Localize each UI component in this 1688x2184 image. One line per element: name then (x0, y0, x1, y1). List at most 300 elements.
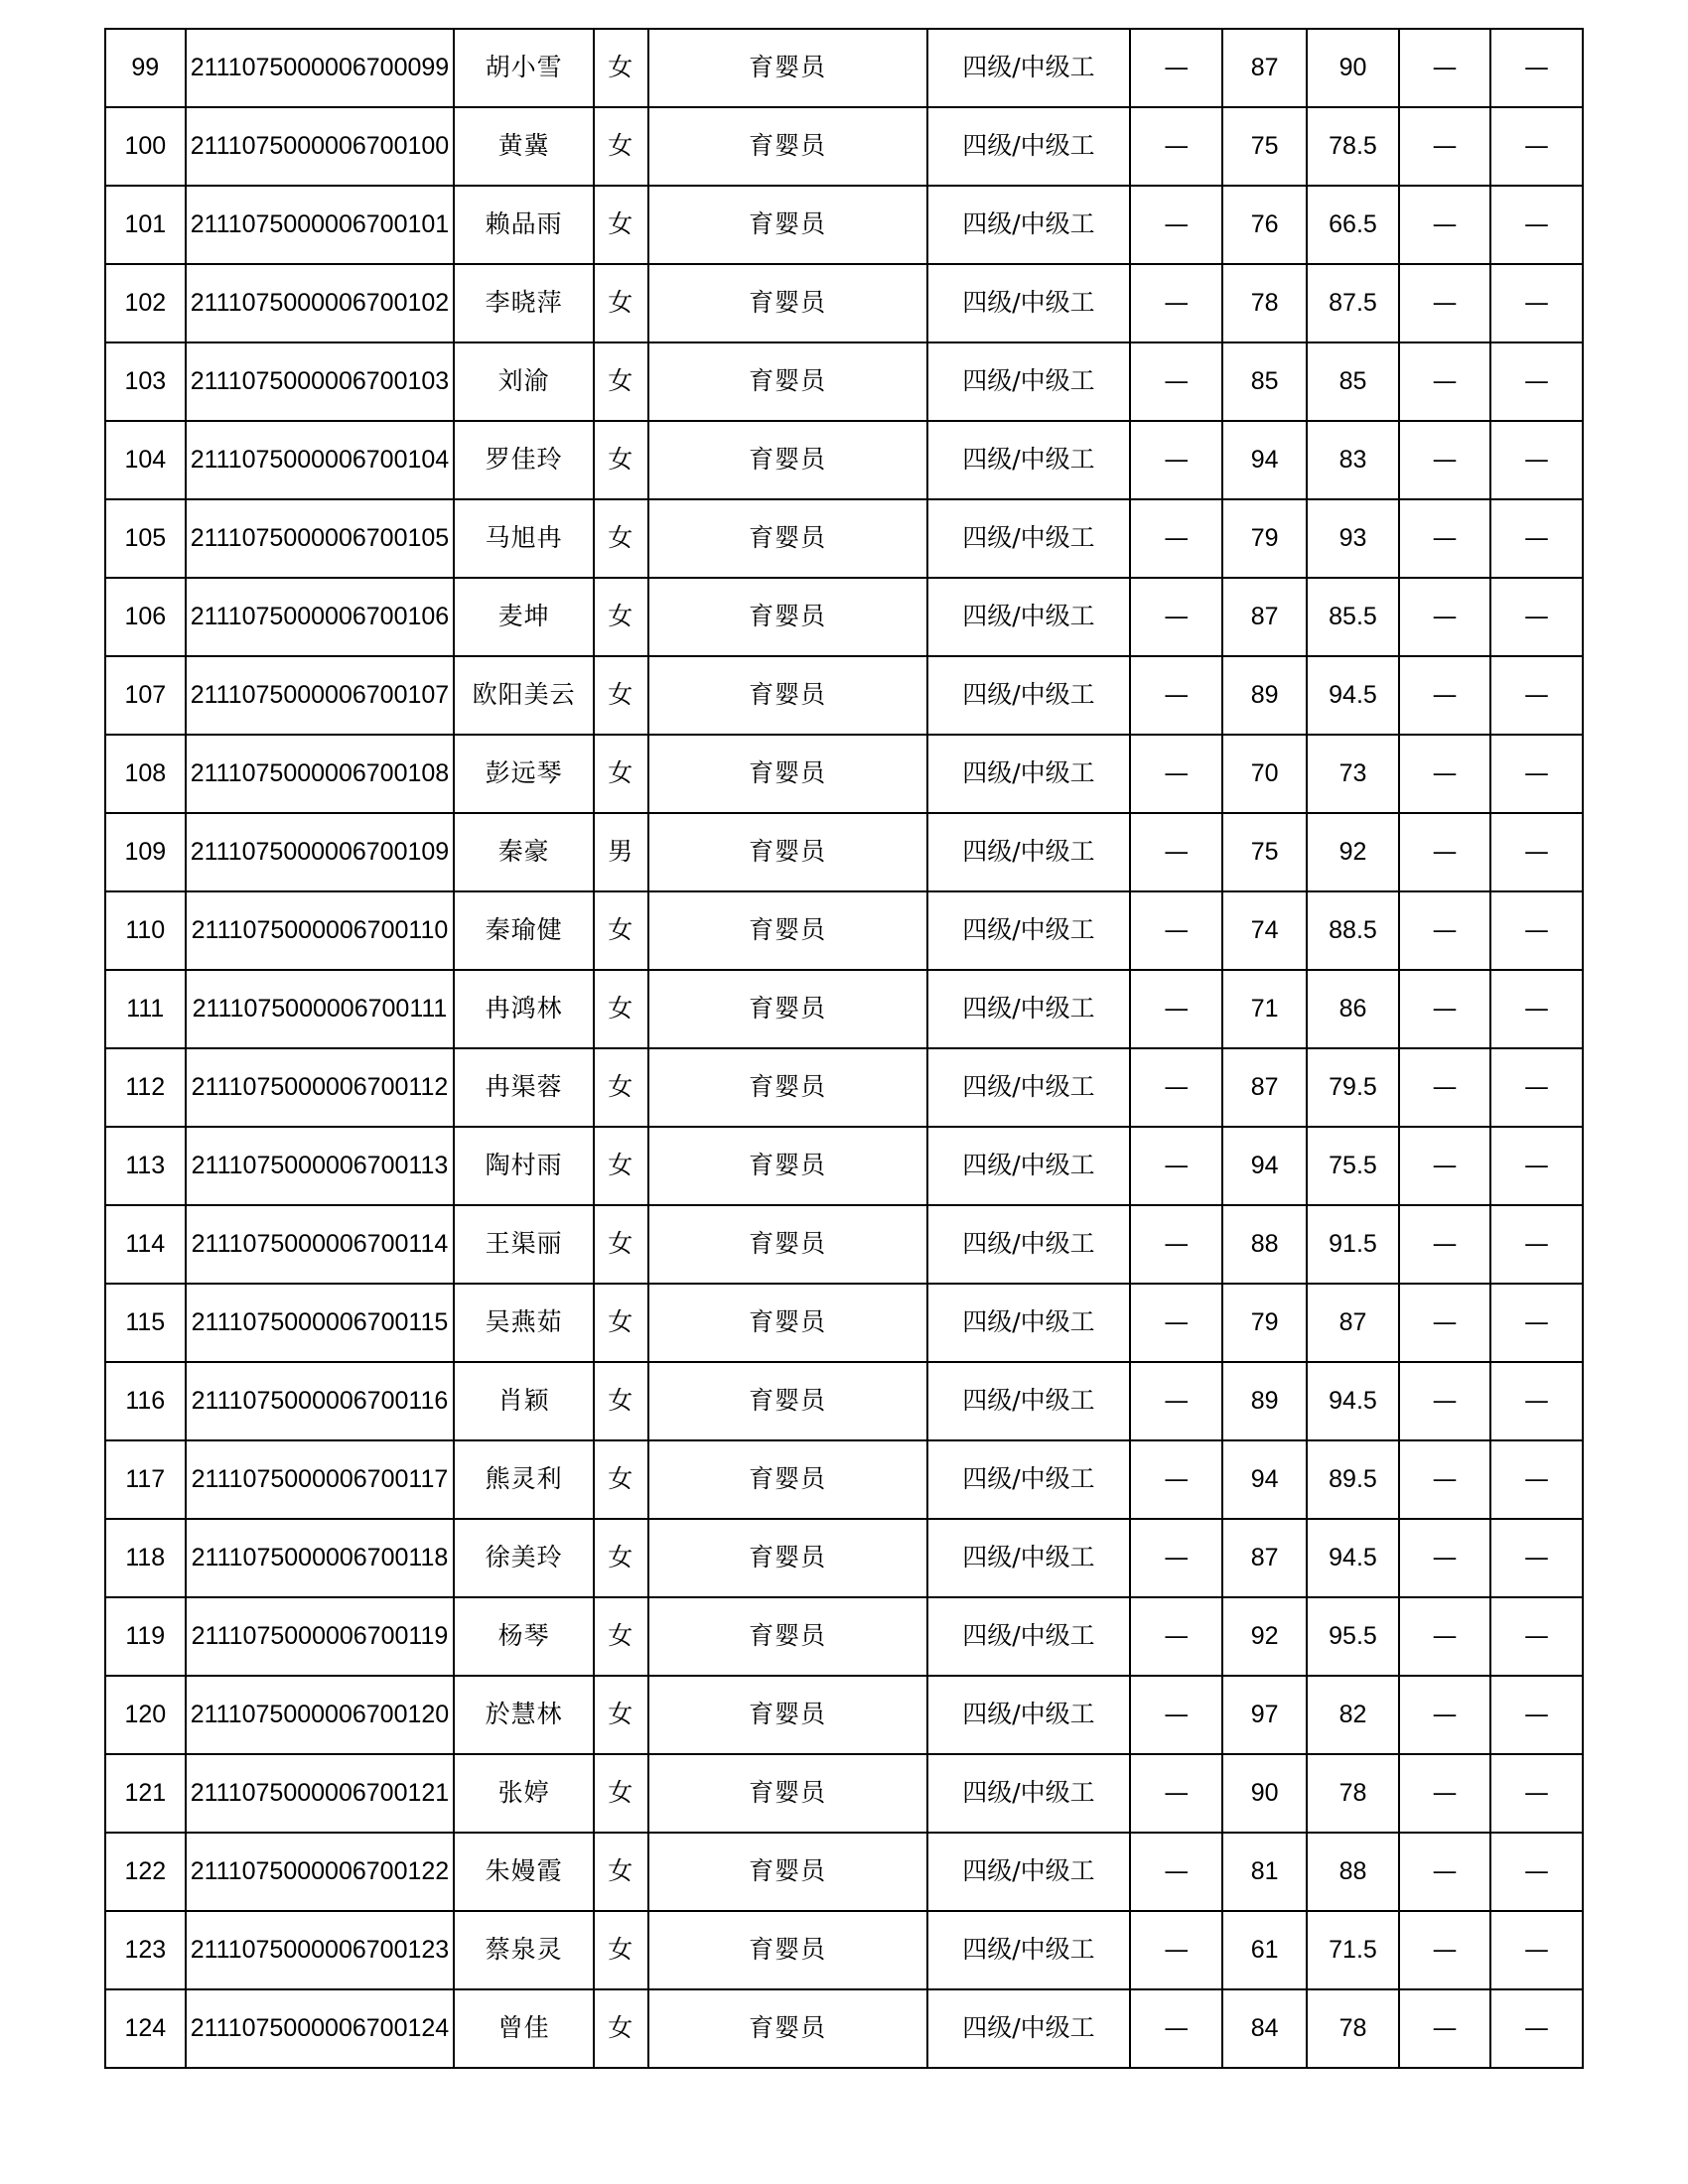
table-row (105, 578, 1583, 656)
extra-two-cell: — (1490, 1048, 1583, 1127)
candidate-name-cell: 熊灵利 (454, 1440, 594, 1519)
extra-two-cell: — (1490, 342, 1583, 421)
extra-one-cell: — (1399, 1676, 1490, 1754)
score-one-cell: 79 (1222, 499, 1307, 578)
score-one-cell: 75 (1222, 107, 1307, 186)
table-row (105, 1048, 1583, 1127)
extra-two-cell: — (1490, 1597, 1583, 1676)
sequence-number-cell: 119 (105, 1597, 186, 1676)
sequence-number-cell: 105 (105, 499, 186, 578)
table-row (105, 1833, 1583, 1911)
score-one-cell: 74 (1222, 891, 1307, 970)
sequence-number-cell: 103 (105, 342, 186, 421)
extra-two-cell: — (1490, 1911, 1583, 1989)
score-two-cell: 95.5 (1307, 1597, 1399, 1676)
score-one-cell: 97 (1222, 1676, 1307, 1754)
table-row (105, 1127, 1583, 1205)
sequence-number-cell: 113 (105, 1127, 186, 1205)
gender-cell: 女 (594, 1833, 648, 1911)
extra-two-cell: — (1490, 970, 1583, 1048)
skill-level-cell: 四级/中级工 (927, 1911, 1131, 1989)
table-row (105, 107, 1583, 186)
roster-body (105, 29, 1583, 2068)
occupation-cell: 育婴员 (648, 1048, 927, 1127)
candidate-name-cell: 冉鸿林 (454, 970, 594, 1048)
sequence-number-cell: 115 (105, 1284, 186, 1362)
score-one-cell: 87 (1222, 29, 1307, 107)
skill-level-cell: 四级/中级工 (927, 970, 1131, 1048)
theory-score-cell: — (1130, 1362, 1222, 1440)
extra-two-cell: — (1490, 29, 1583, 107)
score-one-cell: 84 (1222, 1989, 1307, 2068)
score-two-cell: 85.5 (1307, 578, 1399, 656)
sequence-number-cell: 118 (105, 1519, 186, 1597)
candidate-name-cell: 吴燕茹 (454, 1284, 594, 1362)
occupation-cell: 育婴员 (648, 1911, 927, 1989)
theory-score-cell: — (1130, 1911, 1222, 1989)
skill-level-cell: 四级/中级工 (927, 1362, 1131, 1440)
theory-score-cell: — (1130, 264, 1222, 342)
sequence-number-cell: 109 (105, 813, 186, 891)
gender-cell: 女 (594, 578, 648, 656)
candidate-id-cell: 2111075000006700119 (186, 1597, 455, 1676)
table-row (105, 1284, 1583, 1362)
candidate-name-cell: 肖颖 (454, 1362, 594, 1440)
candidate-name-cell: 刘渝 (454, 342, 594, 421)
extra-two-cell: — (1490, 186, 1583, 264)
table-row (105, 1989, 1583, 2068)
extra-one-cell: — (1399, 1754, 1490, 1833)
occupation-cell: 育婴员 (648, 421, 927, 499)
extra-two-cell: — (1490, 1676, 1583, 1754)
gender-cell: 女 (594, 1284, 648, 1362)
score-two-cell: 92 (1307, 813, 1399, 891)
candidate-id-cell: 2111075000006700099 (186, 29, 455, 107)
occupation-cell: 育婴员 (648, 1205, 927, 1284)
score-two-cell: 71.5 (1307, 1911, 1399, 1989)
theory-score-cell: — (1130, 1048, 1222, 1127)
candidate-name-cell: 於慧林 (454, 1676, 594, 1754)
extra-one-cell: — (1399, 578, 1490, 656)
score-one-cell: 87 (1222, 1048, 1307, 1127)
sequence-number-cell: 117 (105, 1440, 186, 1519)
gender-cell: 女 (594, 1048, 648, 1127)
sequence-number-cell: 102 (105, 264, 186, 342)
extra-one-cell: — (1399, 1519, 1490, 1597)
score-two-cell: 87.5 (1307, 264, 1399, 342)
score-one-cell: 94 (1222, 1127, 1307, 1205)
extra-two-cell: — (1490, 656, 1583, 735)
theory-score-cell: — (1130, 29, 1222, 107)
skill-level-cell: 四级/中级工 (927, 735, 1131, 813)
extra-one-cell: — (1399, 1284, 1490, 1362)
score-two-cell: 88 (1307, 1833, 1399, 1911)
skill-level-cell: 四级/中级工 (927, 342, 1131, 421)
theory-score-cell: — (1130, 186, 1222, 264)
theory-score-cell: — (1130, 813, 1222, 891)
table-row (105, 735, 1583, 813)
table-row (105, 891, 1583, 970)
extra-two-cell: — (1490, 264, 1583, 342)
occupation-cell: 育婴员 (648, 891, 927, 970)
extra-one-cell: — (1399, 891, 1490, 970)
occupation-cell: 育婴员 (648, 1989, 927, 2068)
skill-level-cell: 四级/中级工 (927, 1127, 1131, 1205)
extra-one-cell: — (1399, 264, 1490, 342)
occupation-cell: 育婴员 (648, 264, 927, 342)
gender-cell: 女 (594, 1440, 648, 1519)
table-row (105, 1754, 1583, 1833)
occupation-cell: 育婴员 (648, 1284, 927, 1362)
score-two-cell: 90 (1307, 29, 1399, 107)
candidate-name-cell: 王渠丽 (454, 1205, 594, 1284)
extra-two-cell: — (1490, 107, 1583, 186)
candidate-name-cell: 秦豪 (454, 813, 594, 891)
occupation-cell: 育婴员 (648, 578, 927, 656)
score-one-cell: 79 (1222, 1284, 1307, 1362)
theory-score-cell: — (1130, 891, 1222, 970)
skill-level-cell: 四级/中级工 (927, 1989, 1131, 2068)
extra-two-cell: — (1490, 1205, 1583, 1284)
candidate-name-cell: 罗佳玲 (454, 421, 594, 499)
table-row (105, 186, 1583, 264)
extra-two-cell: — (1490, 1833, 1583, 1911)
table-row (105, 656, 1583, 735)
gender-cell: 女 (594, 1911, 648, 1989)
table-row (105, 813, 1583, 891)
extra-one-cell: — (1399, 1440, 1490, 1519)
extra-two-cell: — (1490, 1754, 1583, 1833)
score-one-cell: 85 (1222, 342, 1307, 421)
candidate-id-cell: 2111075000006700109 (186, 813, 455, 891)
gender-cell: 女 (594, 970, 648, 1048)
theory-score-cell: — (1130, 1284, 1222, 1362)
score-two-cell: 87 (1307, 1284, 1399, 1362)
candidate-name-cell: 欧阳美云 (454, 656, 594, 735)
extra-one-cell: — (1399, 1362, 1490, 1440)
candidate-name-cell: 胡小雪 (454, 29, 594, 107)
occupation-cell: 育婴员 (648, 29, 927, 107)
candidate-id-cell: 2111075000006700113 (186, 1127, 455, 1205)
candidate-name-cell: 蔡泉灵 (454, 1911, 594, 1989)
occupation-cell: 育婴员 (648, 342, 927, 421)
sequence-number-cell: 110 (105, 891, 186, 970)
score-two-cell: 78 (1307, 1989, 1399, 2068)
score-two-cell: 83 (1307, 421, 1399, 499)
sequence-number-cell: 111 (105, 970, 186, 1048)
sequence-number-cell: 124 (105, 1989, 186, 2068)
score-two-cell: 94.5 (1307, 1362, 1399, 1440)
candidate-id-cell: 2111075000006700100 (186, 107, 455, 186)
extra-two-cell: — (1490, 813, 1583, 891)
score-one-cell: 76 (1222, 186, 1307, 264)
extra-one-cell: — (1399, 1127, 1490, 1205)
skill-level-cell: 四级/中级工 (927, 264, 1131, 342)
extra-two-cell: — (1490, 1127, 1583, 1205)
sequence-number-cell: 107 (105, 656, 186, 735)
skill-level-cell: 四级/中级工 (927, 1440, 1131, 1519)
theory-score-cell: — (1130, 656, 1222, 735)
gender-cell: 女 (594, 421, 648, 499)
skill-level-cell: 四级/中级工 (927, 1676, 1131, 1754)
skill-level-cell: 四级/中级工 (927, 1284, 1131, 1362)
sequence-number-cell: 122 (105, 1833, 186, 1911)
sequence-number-cell: 108 (105, 735, 186, 813)
extra-two-cell: — (1490, 1989, 1583, 2068)
score-one-cell: 71 (1222, 970, 1307, 1048)
occupation-cell: 育婴员 (648, 970, 927, 1048)
table-row (105, 342, 1583, 421)
candidate-id-cell: 2111075000006700115 (186, 1284, 455, 1362)
extra-two-cell: — (1490, 1284, 1583, 1362)
occupation-cell: 育婴员 (648, 1362, 927, 1440)
candidate-id-cell: 2111075000006700123 (186, 1911, 455, 1989)
score-two-cell: 86 (1307, 970, 1399, 1048)
extra-two-cell: — (1490, 1440, 1583, 1519)
extra-one-cell: — (1399, 1833, 1490, 1911)
score-one-cell: 88 (1222, 1205, 1307, 1284)
candidate-id-cell: 2111075000006700103 (186, 342, 455, 421)
sequence-number-cell: 121 (105, 1754, 186, 1833)
sequence-number-cell: 114 (105, 1205, 186, 1284)
skill-level-cell: 四级/中级工 (927, 813, 1131, 891)
gender-cell: 女 (594, 891, 648, 970)
sequence-number-cell: 120 (105, 1676, 186, 1754)
candidate-id-cell: 2111075000006700105 (186, 499, 455, 578)
skill-level-cell: 四级/中级工 (927, 107, 1131, 186)
gender-cell: 男 (594, 813, 648, 891)
theory-score-cell: — (1130, 499, 1222, 578)
gender-cell: 女 (594, 1127, 648, 1205)
score-one-cell: 89 (1222, 1362, 1307, 1440)
skill-level-cell: 四级/中级工 (927, 186, 1131, 264)
score-two-cell: 78.5 (1307, 107, 1399, 186)
score-two-cell: 73 (1307, 735, 1399, 813)
extra-two-cell: — (1490, 735, 1583, 813)
table-row (105, 970, 1583, 1048)
candidate-name-cell: 曾佳 (454, 1989, 594, 2068)
gender-cell: 女 (594, 107, 648, 186)
skill-level-cell: 四级/中级工 (927, 1048, 1131, 1127)
sequence-number-cell: 104 (105, 421, 186, 499)
table-row (105, 1676, 1583, 1754)
table-row (105, 499, 1583, 578)
score-one-cell: 70 (1222, 735, 1307, 813)
extra-two-cell: — (1490, 891, 1583, 970)
candidate-id-cell: 2111075000006700120 (186, 1676, 455, 1754)
score-two-cell: 93 (1307, 499, 1399, 578)
theory-score-cell: — (1130, 1440, 1222, 1519)
skill-level-cell: 四级/中级工 (927, 891, 1131, 970)
candidate-id-cell: 2111075000006700124 (186, 1989, 455, 2068)
skill-level-cell: 四级/中级工 (927, 1597, 1131, 1676)
occupation-cell: 育婴员 (648, 656, 927, 735)
extra-one-cell: — (1399, 656, 1490, 735)
extra-one-cell: — (1399, 499, 1490, 578)
table-row (105, 421, 1583, 499)
table-row (105, 1519, 1583, 1597)
theory-score-cell: — (1130, 342, 1222, 421)
theory-score-cell: — (1130, 735, 1222, 813)
skill-level-cell: 四级/中级工 (927, 578, 1131, 656)
gender-cell: 女 (594, 656, 648, 735)
candidate-id-cell: 2111075000006700111 (186, 970, 455, 1048)
gender-cell: 女 (594, 1754, 648, 1833)
candidate-id-cell: 2111075000006700121 (186, 1754, 455, 1833)
occupation-cell: 育婴员 (648, 1440, 927, 1519)
sequence-number-cell: 112 (105, 1048, 186, 1127)
gender-cell: 女 (594, 186, 648, 264)
candidate-name-cell: 徐美玲 (454, 1519, 594, 1597)
candidate-id-cell: 2111075000006700110 (186, 891, 455, 970)
score-one-cell: 81 (1222, 1833, 1307, 1911)
sequence-number-cell: 100 (105, 107, 186, 186)
score-two-cell: 94.5 (1307, 656, 1399, 735)
skill-level-cell: 四级/中级工 (927, 1754, 1131, 1833)
candidate-name-cell: 黄冀 (454, 107, 594, 186)
extra-two-cell: — (1490, 1519, 1583, 1597)
table-row (105, 1597, 1583, 1676)
occupation-cell: 育婴员 (648, 735, 927, 813)
sequence-number-cell: 123 (105, 1911, 186, 1989)
theory-score-cell: — (1130, 1989, 1222, 2068)
skill-level-cell: 四级/中级工 (927, 499, 1131, 578)
extra-one-cell: — (1399, 1597, 1490, 1676)
candidate-id-cell: 2111075000006700118 (186, 1519, 455, 1597)
table-row (105, 1205, 1583, 1284)
sequence-number-cell: 99 (105, 29, 186, 107)
extra-one-cell: — (1399, 29, 1490, 107)
occupation-cell: 育婴员 (648, 1754, 927, 1833)
score-two-cell: 66.5 (1307, 186, 1399, 264)
occupation-cell: 育婴员 (648, 1676, 927, 1754)
score-one-cell: 87 (1222, 578, 1307, 656)
score-one-cell: 92 (1222, 1597, 1307, 1676)
extra-one-cell: — (1399, 1911, 1490, 1989)
theory-score-cell: — (1130, 107, 1222, 186)
gender-cell: 女 (594, 264, 648, 342)
extra-one-cell: — (1399, 735, 1490, 813)
theory-score-cell: — (1130, 1833, 1222, 1911)
candidate-name-cell: 杨琴 (454, 1597, 594, 1676)
table-row (105, 1440, 1583, 1519)
extra-one-cell: — (1399, 970, 1490, 1048)
theory-score-cell: — (1130, 421, 1222, 499)
table-row (105, 264, 1583, 342)
sequence-number-cell: 106 (105, 578, 186, 656)
score-two-cell: 82 (1307, 1676, 1399, 1754)
candidate-name-cell: 陶村雨 (454, 1127, 594, 1205)
candidate-name-cell: 朱嫚霞 (454, 1833, 594, 1911)
gender-cell: 女 (594, 1205, 648, 1284)
candidate-name-cell: 冉渠蓉 (454, 1048, 594, 1127)
candidate-name-cell: 麦坤 (454, 578, 594, 656)
score-two-cell: 85 (1307, 342, 1399, 421)
theory-score-cell: — (1130, 1205, 1222, 1284)
candidate-id-cell: 2111075000006700114 (186, 1205, 455, 1284)
candidate-id-cell: 2111075000006700107 (186, 656, 455, 735)
extra-one-cell: — (1399, 342, 1490, 421)
theory-score-cell: — (1130, 1676, 1222, 1754)
score-one-cell: 61 (1222, 1911, 1307, 1989)
skill-level-cell: 四级/中级工 (927, 421, 1131, 499)
score-two-cell: 91.5 (1307, 1205, 1399, 1284)
theory-score-cell: — (1130, 1754, 1222, 1833)
score-one-cell: 94 (1222, 1440, 1307, 1519)
extra-two-cell: — (1490, 1362, 1583, 1440)
candidate-name-cell: 李晓萍 (454, 264, 594, 342)
extra-one-cell: — (1399, 1989, 1490, 2068)
skill-level-cell: 四级/中级工 (927, 1205, 1131, 1284)
score-one-cell: 90 (1222, 1754, 1307, 1833)
gender-cell: 女 (594, 1989, 648, 2068)
sequence-number-cell: 116 (105, 1362, 186, 1440)
skill-level-cell: 四级/中级工 (927, 1519, 1131, 1597)
score-two-cell: 78 (1307, 1754, 1399, 1833)
candidate-id-cell: 2111075000006700106 (186, 578, 455, 656)
skill-level-cell: 四级/中级工 (927, 29, 1131, 107)
score-two-cell: 94.5 (1307, 1519, 1399, 1597)
gender-cell: 女 (594, 29, 648, 107)
occupation-cell: 育婴员 (648, 813, 927, 891)
theory-score-cell: — (1130, 578, 1222, 656)
table-row (105, 29, 1583, 107)
candidate-name-cell: 秦瑜健 (454, 891, 594, 970)
gender-cell: 女 (594, 1597, 648, 1676)
candidate-roster-table (104, 28, 1584, 2069)
candidate-id-cell: 2111075000006700117 (186, 1440, 455, 1519)
extra-one-cell: — (1399, 421, 1490, 499)
extra-two-cell: — (1490, 578, 1583, 656)
gender-cell: 女 (594, 1362, 648, 1440)
score-two-cell: 88.5 (1307, 891, 1399, 970)
score-one-cell: 89 (1222, 656, 1307, 735)
extra-one-cell: — (1399, 1205, 1490, 1284)
gender-cell: 女 (594, 1676, 648, 1754)
score-one-cell: 78 (1222, 264, 1307, 342)
candidate-id-cell: 2111075000006700101 (186, 186, 455, 264)
gender-cell: 女 (594, 1519, 648, 1597)
extra-one-cell: — (1399, 107, 1490, 186)
occupation-cell: 育婴员 (648, 1833, 927, 1911)
occupation-cell: 育婴员 (648, 107, 927, 186)
candidate-id-cell: 2111075000006700122 (186, 1833, 455, 1911)
extra-one-cell: — (1399, 1048, 1490, 1127)
gender-cell: 女 (594, 499, 648, 578)
occupation-cell: 育婴员 (648, 1519, 927, 1597)
occupation-cell: 育婴员 (648, 499, 927, 578)
score-one-cell: 94 (1222, 421, 1307, 499)
gender-cell: 女 (594, 735, 648, 813)
candidate-name-cell: 彭远琴 (454, 735, 594, 813)
skill-level-cell: 四级/中级工 (927, 1833, 1131, 1911)
score-one-cell: 75 (1222, 813, 1307, 891)
score-two-cell: 75.5 (1307, 1127, 1399, 1205)
candidate-name-cell: 张婷 (454, 1754, 594, 1833)
extra-two-cell: — (1490, 499, 1583, 578)
gender-cell: 女 (594, 342, 648, 421)
candidate-name-cell: 赖品雨 (454, 186, 594, 264)
occupation-cell: 育婴员 (648, 186, 927, 264)
table-row (105, 1362, 1583, 1440)
theory-score-cell: — (1130, 1597, 1222, 1676)
occupation-cell: 育婴员 (648, 1597, 927, 1676)
skill-level-cell: 四级/中级工 (927, 656, 1131, 735)
candidate-name-cell: 马旭冉 (454, 499, 594, 578)
sequence-number-cell: 101 (105, 186, 186, 264)
extra-one-cell: — (1399, 813, 1490, 891)
candidate-id-cell: 2111075000006700112 (186, 1048, 455, 1127)
